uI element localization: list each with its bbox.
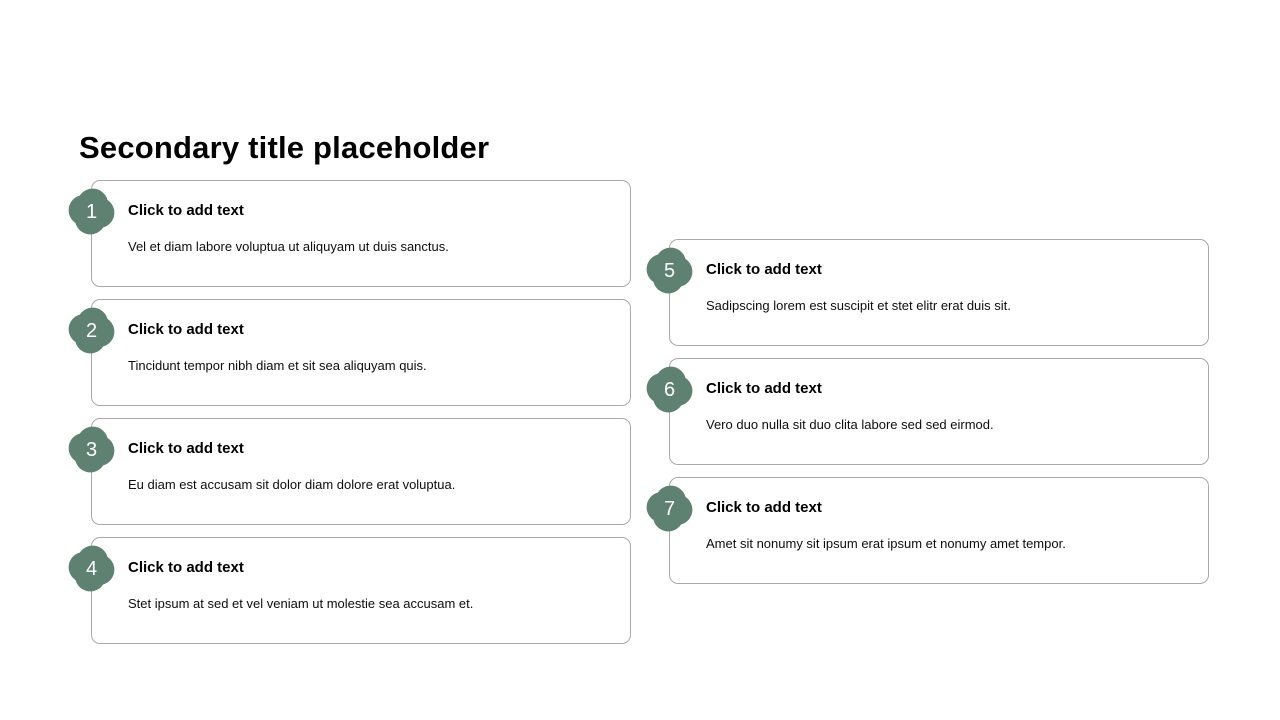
badge-number: 7 <box>663 497 676 520</box>
card-body-text[interactable]: Eu diam est accusam sit dolor diam dolore erat voluptua. <box>128 477 456 492</box>
number-badge <box>646 247 693 294</box>
numbered-card <box>663 358 1209 465</box>
number-badge <box>646 366 693 413</box>
number-badge <box>646 485 693 532</box>
numbered-card <box>85 537 631 644</box>
badge-number: 1 <box>85 200 98 223</box>
badge-number: 3 <box>85 438 98 461</box>
badge-number: 2 <box>85 319 98 342</box>
card-body-text[interactable]: Tincidunt tempor nibh diam et sit sea aliquyam quis. <box>128 358 427 373</box>
number-badge <box>68 188 115 235</box>
card-body-text[interactable]: Vero duo nulla sit duo clita labore sed sed eirmod. <box>706 417 994 432</box>
numbered-card <box>663 239 1209 346</box>
card-heading-placeholder[interactable]: Click to add text <box>128 202 244 219</box>
numbered-card <box>85 299 631 406</box>
number-badge <box>68 307 115 354</box>
badge-number: 5 <box>663 259 676 282</box>
numbered-card <box>663 477 1209 584</box>
number-badge <box>68 426 115 473</box>
card-heading-placeholder[interactable]: Click to add text <box>128 559 244 576</box>
card-heading-placeholder[interactable]: Click to add text <box>706 380 822 397</box>
badge-number: 4 <box>85 557 98 580</box>
numbered-card <box>85 418 631 525</box>
numbered-card <box>85 180 631 287</box>
card-heading-placeholder[interactable]: Click to add text <box>128 321 244 338</box>
card-body-text[interactable]: Amet sit nonumy sit ipsum erat ipsum et nonumy amet tempor. <box>706 536 1066 551</box>
card-body-text[interactable]: Stet ipsum at sed et vel veniam ut molestie sea accusam et. <box>128 596 474 611</box>
card-heading-placeholder[interactable]: Click to add text <box>706 499 822 516</box>
card-heading-placeholder[interactable]: Click to add text <box>128 440 244 457</box>
number-badge <box>68 545 115 592</box>
card-heading-placeholder[interactable]: Click to add text <box>706 261 822 278</box>
badge-number: 6 <box>663 378 676 401</box>
card-body-text[interactable]: Sadipscing lorem est suscipit et stet elitr erat duis sit. <box>706 298 1011 313</box>
card-body-text[interactable]: Vel et diam labore voluptua ut aliquyam ut duis sanctus. <box>128 239 449 254</box>
slide-title[interactable]: Secondary title placeholder <box>79 130 490 165</box>
